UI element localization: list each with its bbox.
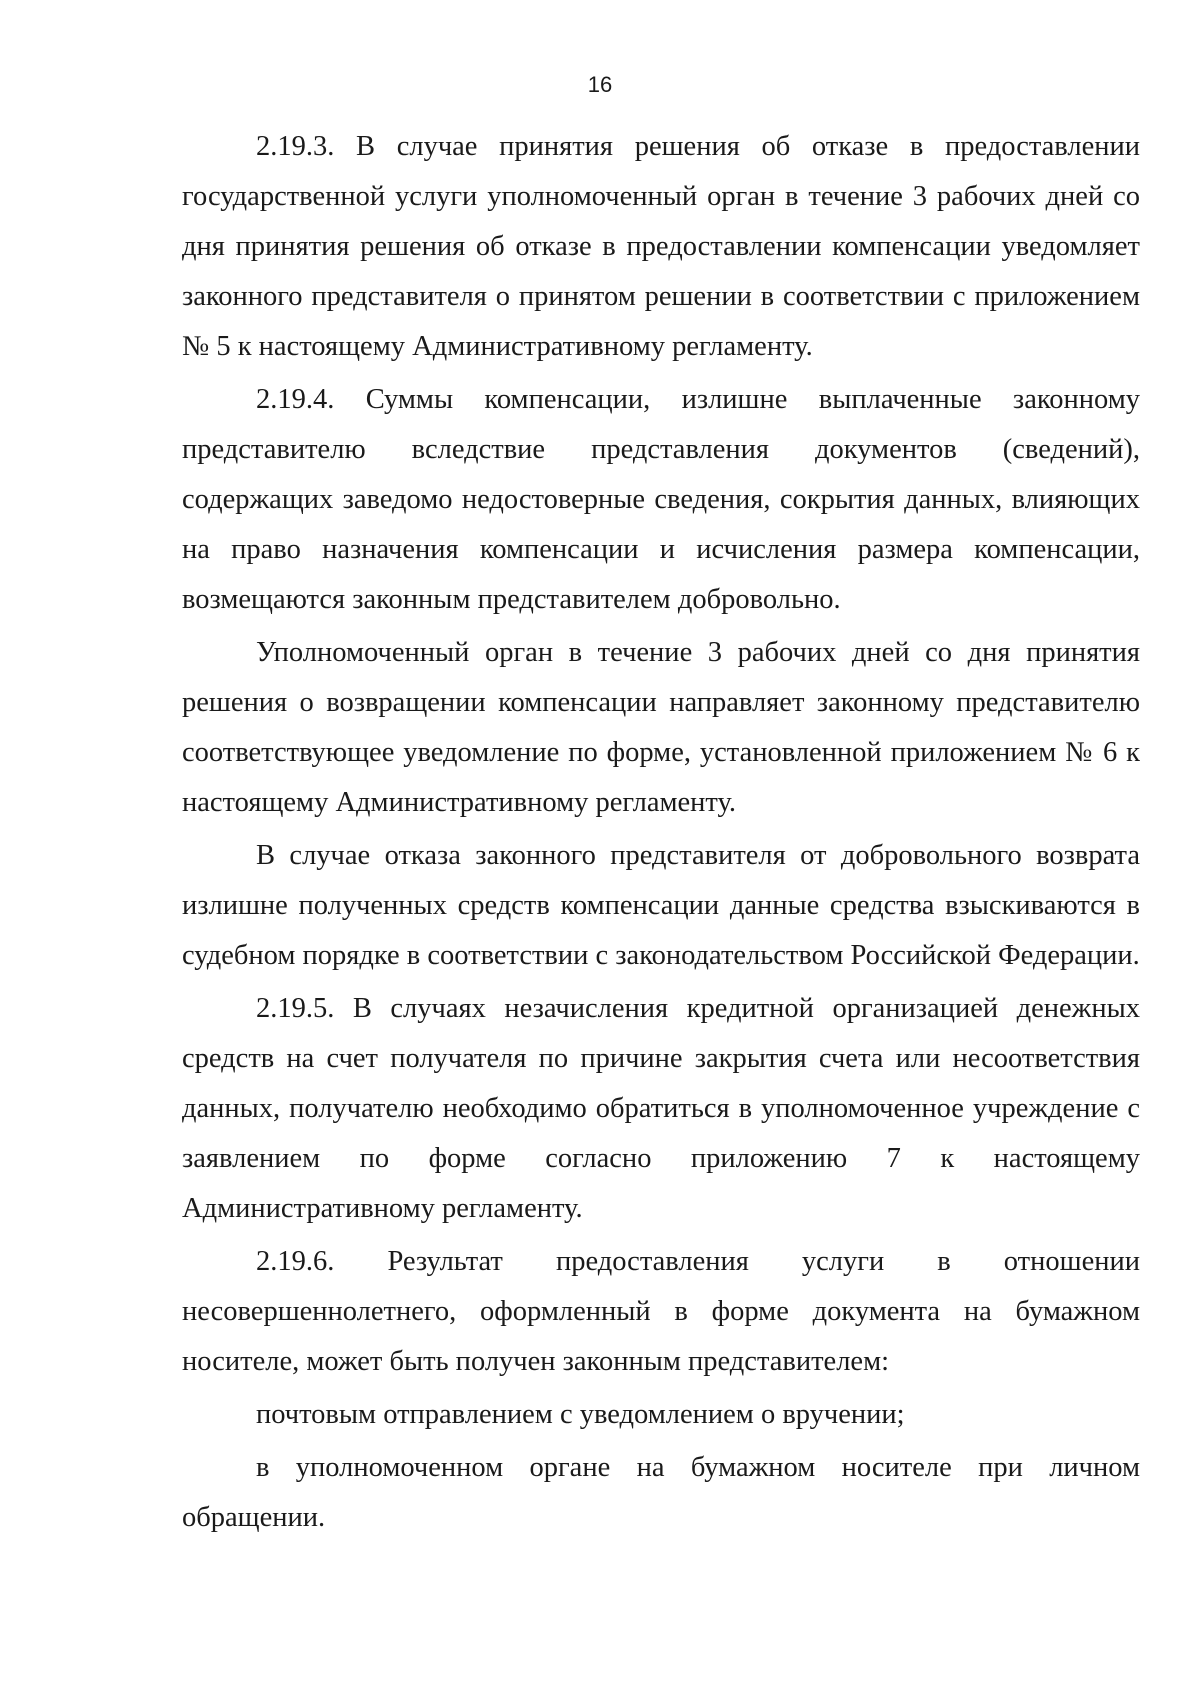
paragraph-postal-delivery: почтовым отправлением с уведомлением о вручении; xyxy=(256,1399,905,1430)
paragraph-personal-visit: в уполномоченном органе на бумажном носителе при личном обращении. xyxy=(182,1452,1140,1533)
paragraph-2-19-3: 2.19.3. В случае принятия решения об отказе в предоставлении государственной услуги уполномоченный орган в течение 3 рабочих дней со дня принятия решения об отказе в предоставлении компенсации уведомляет законного представителя о принятом решении в соответствии с приложением № 5 к настоящему Административному регламенту. xyxy=(182,131,1140,362)
page-number: 16 xyxy=(587,72,613,97)
paragraph-notification: Уполномоченный орган в течение 3 рабочих дней со дня принятия решения о возвращении компенсации направляет законному представителю соответствующее уведомление по форме, установленной приложением № 6 к настоящему Административному регламенту. xyxy=(182,637,1140,818)
paragraph-2-19-6: 2.19.6. Результат предоставления услуги в отношении несовершеннолетнего, оформленный в форме документа на бумажном носителе, может быть получен законным представителем: xyxy=(182,1246,1140,1377)
document-body xyxy=(182,122,1140,1546)
paragraph-court-recovery: В случае отказа законного представителя от добровольного возврата излишне полученных средств компенсации данные средства взыскиваются в судебном порядке в соответствии с законодательством Российской Федерации. xyxy=(182,840,1140,971)
paragraph-2-19-4: 2.19.4. Суммы компенсации, излишне выплаченные законному представителю вследствие представления документов (сведений), содержащих заведомо недостоверные сведения, сокрытия данных, влияющих на право назначения компенсации и исчисления размера компенсации, возмещаются законным представителем добровольно. xyxy=(182,384,1140,615)
paragraph-2-19-5: 2.19.5. В случаях незачисления кредитной организацией денежных средств на счет получателя по причине закрытия счета или несоответствия данных, получателю необходимо обратиться в уполномоченное учреждение с заявлением по форме согласно приложению 7 к настоящему Административному регламенту. xyxy=(182,993,1140,1224)
